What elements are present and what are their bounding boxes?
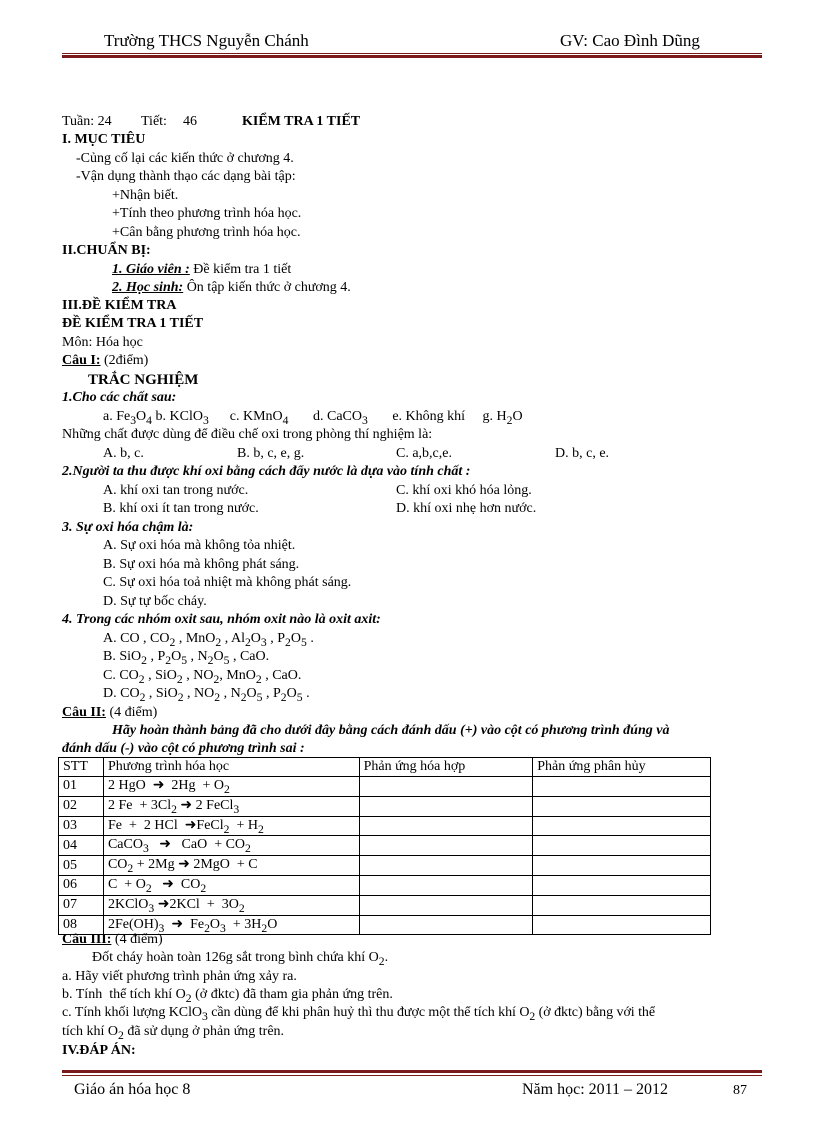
equation-table <box>58 757 711 935</box>
row-stt: 02 <box>59 796 104 816</box>
footer-rule-thick <box>62 1070 762 1073</box>
combination-cell[interactable] <box>359 895 533 915</box>
answer-option: C. a,b,c,e. <box>396 446 452 461</box>
mc-question-1: 1.Cho các chất sau: <box>62 390 177 405</box>
combination-cell[interactable] <box>359 777 533 797</box>
answer-option: C. Sự oxi hóa toả nhiệt mà không phát sáng. <box>103 575 352 590</box>
decomposition-cell[interactable] <box>533 777 711 797</box>
footer-school-year: Năm học: 2011 – 2012 <box>522 1081 669 1098</box>
answer-option: B. SiO$_2$ , $P_2O_5$ , $N_2O_5$ , CaO. <box>103 649 270 667</box>
decomposition-cell[interactable] <box>533 875 711 895</box>
answer-option: D. b, c, e. <box>555 446 610 461</box>
mc-question-2: 2.Người ta thu được khí oxi bằng cách đẩy nước là dựa vào tính chất : <box>62 464 471 479</box>
student-prep-label: 2. Học sinh: <box>112 280 184 295</box>
row-stt: 05 <box>59 856 104 876</box>
question-3-part-c: c. Tính khối lượng KClO$_3$ cần dùng để khi phân huỷ thì thu được một thể tích khí $O_2$ (ở đktc) bằng với thể <box>62 1005 656 1023</box>
preparation-heading: II.CHUẨN BỊ: <box>62 243 151 258</box>
exam-subject: Môn: Hóa học <box>62 335 143 350</box>
decomposition-cell[interactable] <box>533 895 711 915</box>
answer-option: D. $CO_2$ , SiO$_2$ , $NO_2$ , $N_2O_5$ , $P_2O_5$ . <box>103 686 310 704</box>
teacher-prep-label: 1. Giáo viên : <box>112 262 190 277</box>
question-3-part-c-end: đã sử dụng ở phản ứng trên. <box>123 1024 285 1039</box>
header-rule-thin <box>62 53 762 54</box>
table-row <box>59 856 711 876</box>
decomposition-cell[interactable] <box>533 836 711 856</box>
objective-line: -Củng cố lại các kiến thức ở chương 4. <box>76 151 294 166</box>
answer-option: C. $CO_2$ , SiO$_2$ , $NO_2$, MnO$_2$ , CaO. <box>103 668 302 686</box>
row-stt: 04 <box>59 836 104 856</box>
question-1-label <box>62 353 148 369</box>
header-decomposition: Phản ứng phân hủy <box>533 758 711 777</box>
answer-option: B. b, c, e, g. <box>237 446 305 461</box>
question-3-points: (4 điểm) <box>111 932 163 947</box>
row-equation: $2Fe(OH)_3$ ➜ $Fe_2O_3 + 3H_2O$ <box>103 915 359 935</box>
row-equation: 2 $Fe + 3Cl_2$ ➜ 2 FeCl$_3$ <box>103 796 359 816</box>
header-equation: Phương trình hóa học <box>103 758 359 777</box>
mc-question-3: 3. Sự oxi hóa chậm là: <box>62 520 194 535</box>
combination-cell[interactable] <box>359 915 533 935</box>
answer-option: B. khí oxi ít tan trong nước. <box>103 501 259 516</box>
row-stt: 01 <box>59 777 104 797</box>
answer-key-heading: IV.ĐÁP ÁN: <box>62 1043 136 1058</box>
exam-subheading: ĐỀ KIỂM TRA 1 TIẾT <box>62 316 204 331</box>
objective-line: -Vận dụng thành thạo các dạng bài tập: <box>76 169 296 184</box>
question-2-instruction-cont: đánh dấu (-) vào cột có phương trình sai : <box>62 741 305 756</box>
row-stt: 07 <box>59 895 104 915</box>
period-label: Tiết: <box>141 114 167 129</box>
table-row <box>59 895 711 915</box>
period-number: 46 <box>183 114 197 129</box>
footer-course: Giáo án hóa học 8 <box>74 1081 191 1098</box>
answer-option: B. Sự oxi hóa mà không phát sáng. <box>103 557 300 572</box>
combination-cell[interactable] <box>359 875 533 895</box>
answer-option: A. b, c. <box>103 446 144 461</box>
objectives-heading: I. MỤC TIÊU <box>62 132 146 147</box>
question-2-label <box>62 705 157 721</box>
row-stt: 08 <box>59 915 104 935</box>
decomposition-cell[interactable] <box>533 915 711 935</box>
teacher-prep <box>112 262 291 278</box>
mc-question-1-substances: a. $Fe_3O_4$ b. KClO$_3$ c. KMnO$_4$ d. CaCO$_3$ e. Không khí g. $H_2O$ <box>103 409 523 427</box>
decomposition-cell[interactable] <box>533 816 711 836</box>
objective-line: +Tính theo phương trình hóa học. <box>112 206 302 221</box>
combination-cell[interactable] <box>359 796 533 816</box>
question-2-points: (4 điểm) <box>105 705 158 720</box>
question-3-part-c-cont: tích khí $O_2$ đã sử dụng ở phản ứng trên. <box>62 1024 285 1042</box>
answer-option: D. Sự tự bốc cháy. <box>103 594 207 609</box>
header-rule-thick <box>62 55 762 58</box>
objective-line: +Cân bằng phương trình hóa học. <box>112 225 301 240</box>
table-row <box>59 875 711 895</box>
school-name: Trường THCS Nguyễn Chánh <box>104 31 309 50</box>
header-combination: Phản ứng hóa hợp <box>359 758 533 777</box>
row-equation: CaCO$_3$ ➜ CaO + $CO_2$ <box>103 836 359 856</box>
question-3-part-a: a. Hãy viết phương trình phản ứng xảy ra. <box>62 969 297 984</box>
teacher-name: GV: Cao Đình Dũng <box>560 31 700 50</box>
combination-cell[interactable] <box>359 836 533 856</box>
row-equation: 2 HgO ➜ $2Hg + O_2$ <box>103 777 359 797</box>
mc-question-1-intro: Những chất được dùng để điều chế oxi trong phòng thí nghiệm là: <box>62 427 433 442</box>
answer-option: D. khí oxi nhẹ hơn nước. <box>396 501 537 516</box>
multiple-choice-heading: TRẮC NGHIỆM <box>88 372 199 388</box>
combination-cell[interactable] <box>359 816 533 836</box>
row-equation: Fe + 2 HCl ➜FeCl$_2$ + $H_2$ <box>103 816 359 836</box>
question-1-points: (2điểm) <box>100 353 149 368</box>
footer-rule-thin <box>62 1075 762 1076</box>
exam-heading: III.ĐỀ KIỂM TRA <box>62 298 177 313</box>
combination-cell[interactable] <box>359 856 533 876</box>
mc-question-4: 4. Trong các nhóm oxit sau, nhóm oxit nào là oxit axit: <box>62 612 381 627</box>
question-3-statement: Đốt cháy hoàn toàn 126g sắt trong bình chứa khí $O_2$. <box>92 950 389 968</box>
table-row <box>59 816 711 836</box>
answer-option: A. Sự oxi hóa mà không tỏa nhiệt. <box>103 538 296 553</box>
row-equation: $C + O_2$ ➜ $CO_2$ <box>103 875 359 895</box>
question-3-number: Câu III: <box>62 932 112 947</box>
question-2-number: Câu II: <box>62 705 106 720</box>
page-title: KIỂM TRA 1 TIẾT <box>242 114 361 129</box>
student-prep <box>112 280 351 296</box>
row-stt: 06 <box>59 875 104 895</box>
header-stt: STT <box>59 758 104 777</box>
week-label: Tuần: 24 <box>62 114 112 129</box>
decomposition-cell[interactable] <box>533 856 711 876</box>
answer-option: C. khí oxi khó hóa lỏng. <box>396 483 532 498</box>
question-3-part-b: b. Tính thể tích khí $O_2$ (ở đktc) đã tham gia phản ứng trên. <box>62 987 393 1005</box>
question-3-label <box>62 932 163 948</box>
objective-line: +Nhận biết. <box>112 188 179 203</box>
question-1-number: Câu I: <box>62 353 101 368</box>
table-row <box>59 836 711 856</box>
row-equation: 2KClO$_3$ ➜2KCl + $3O_2$ <box>103 895 359 915</box>
table-row <box>59 777 711 797</box>
student-prep-text: Ôn tập kiến thức ở chương 4. <box>183 280 351 295</box>
row-stt: 03 <box>59 816 104 836</box>
answer-option: A. khí oxi tan trong nước. <box>103 483 249 498</box>
question-2-instruction: Hãy hoàn thành bảng đã cho dưới đây bằng cách đánh dấu (+) vào cột có phương trình đúng và <box>112 723 670 738</box>
decomposition-cell[interactable] <box>533 796 711 816</box>
teacher-prep-text: Đề kiểm tra 1 tiết <box>189 262 292 277</box>
answer-option: A. CO , $CO_2$ , MnO$_2$ , $Al_2O_3$ , $P_2O_5$ . <box>103 631 314 649</box>
row-equation: $CO_2 + 2Mg$ ➜ 2MgO + C <box>103 856 359 876</box>
table-row <box>59 796 711 816</box>
page-number: 87 <box>733 1083 747 1098</box>
table-header-row <box>59 758 711 777</box>
